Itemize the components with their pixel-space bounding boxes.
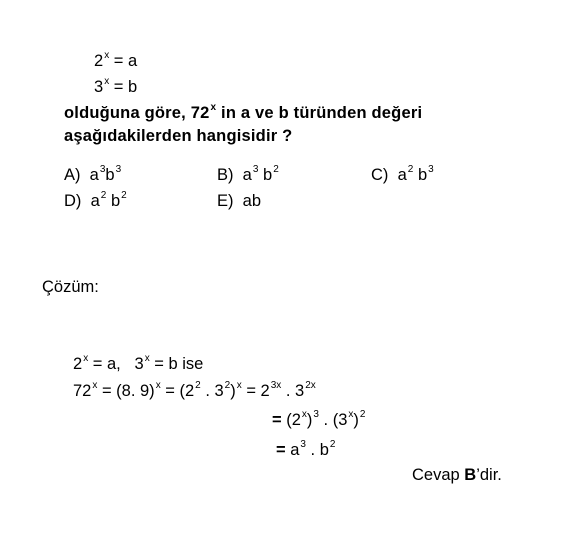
solution-line-1: $2^x = a$, $3^x = b$ ise [73,353,204,373]
question-prompt-line-1: olduğuna göre, 72$^x$ in a ve b türünden değeri [64,102,423,122]
solution-line-2: $72^x = (8$. $9)^x = (2^2$ . $3^2)^x = 2^{3x}$ . $3^{2x}$ [73,380,316,400]
answer-line: Cevap B’dir. [412,466,502,484]
given-equation-2: $3^x = b$ [94,76,138,96]
option-b[interactable]: B) $a^3$ $b^2$ [217,164,279,184]
solution-line-3: = $(2^x)^3$ . $(3^x)^2$ [272,409,366,429]
option-a[interactable]: A) $a^3b^3$ [64,164,122,184]
given-equation-1: $2^x = a$ [94,50,138,70]
option-d[interactable]: D) $a^2$ $b^2$ [64,190,127,210]
solution-line-4: = $a^3$ . $b^2$ [276,439,336,459]
option-e[interactable]: E) ab [217,192,262,210]
option-c[interactable]: C) $a^2$ $b^3$ [371,164,434,184]
solution-heading: Çözüm: [42,278,99,296]
question-prompt-line-2: aşağıdakilerden hangisidir ? [64,127,293,145]
